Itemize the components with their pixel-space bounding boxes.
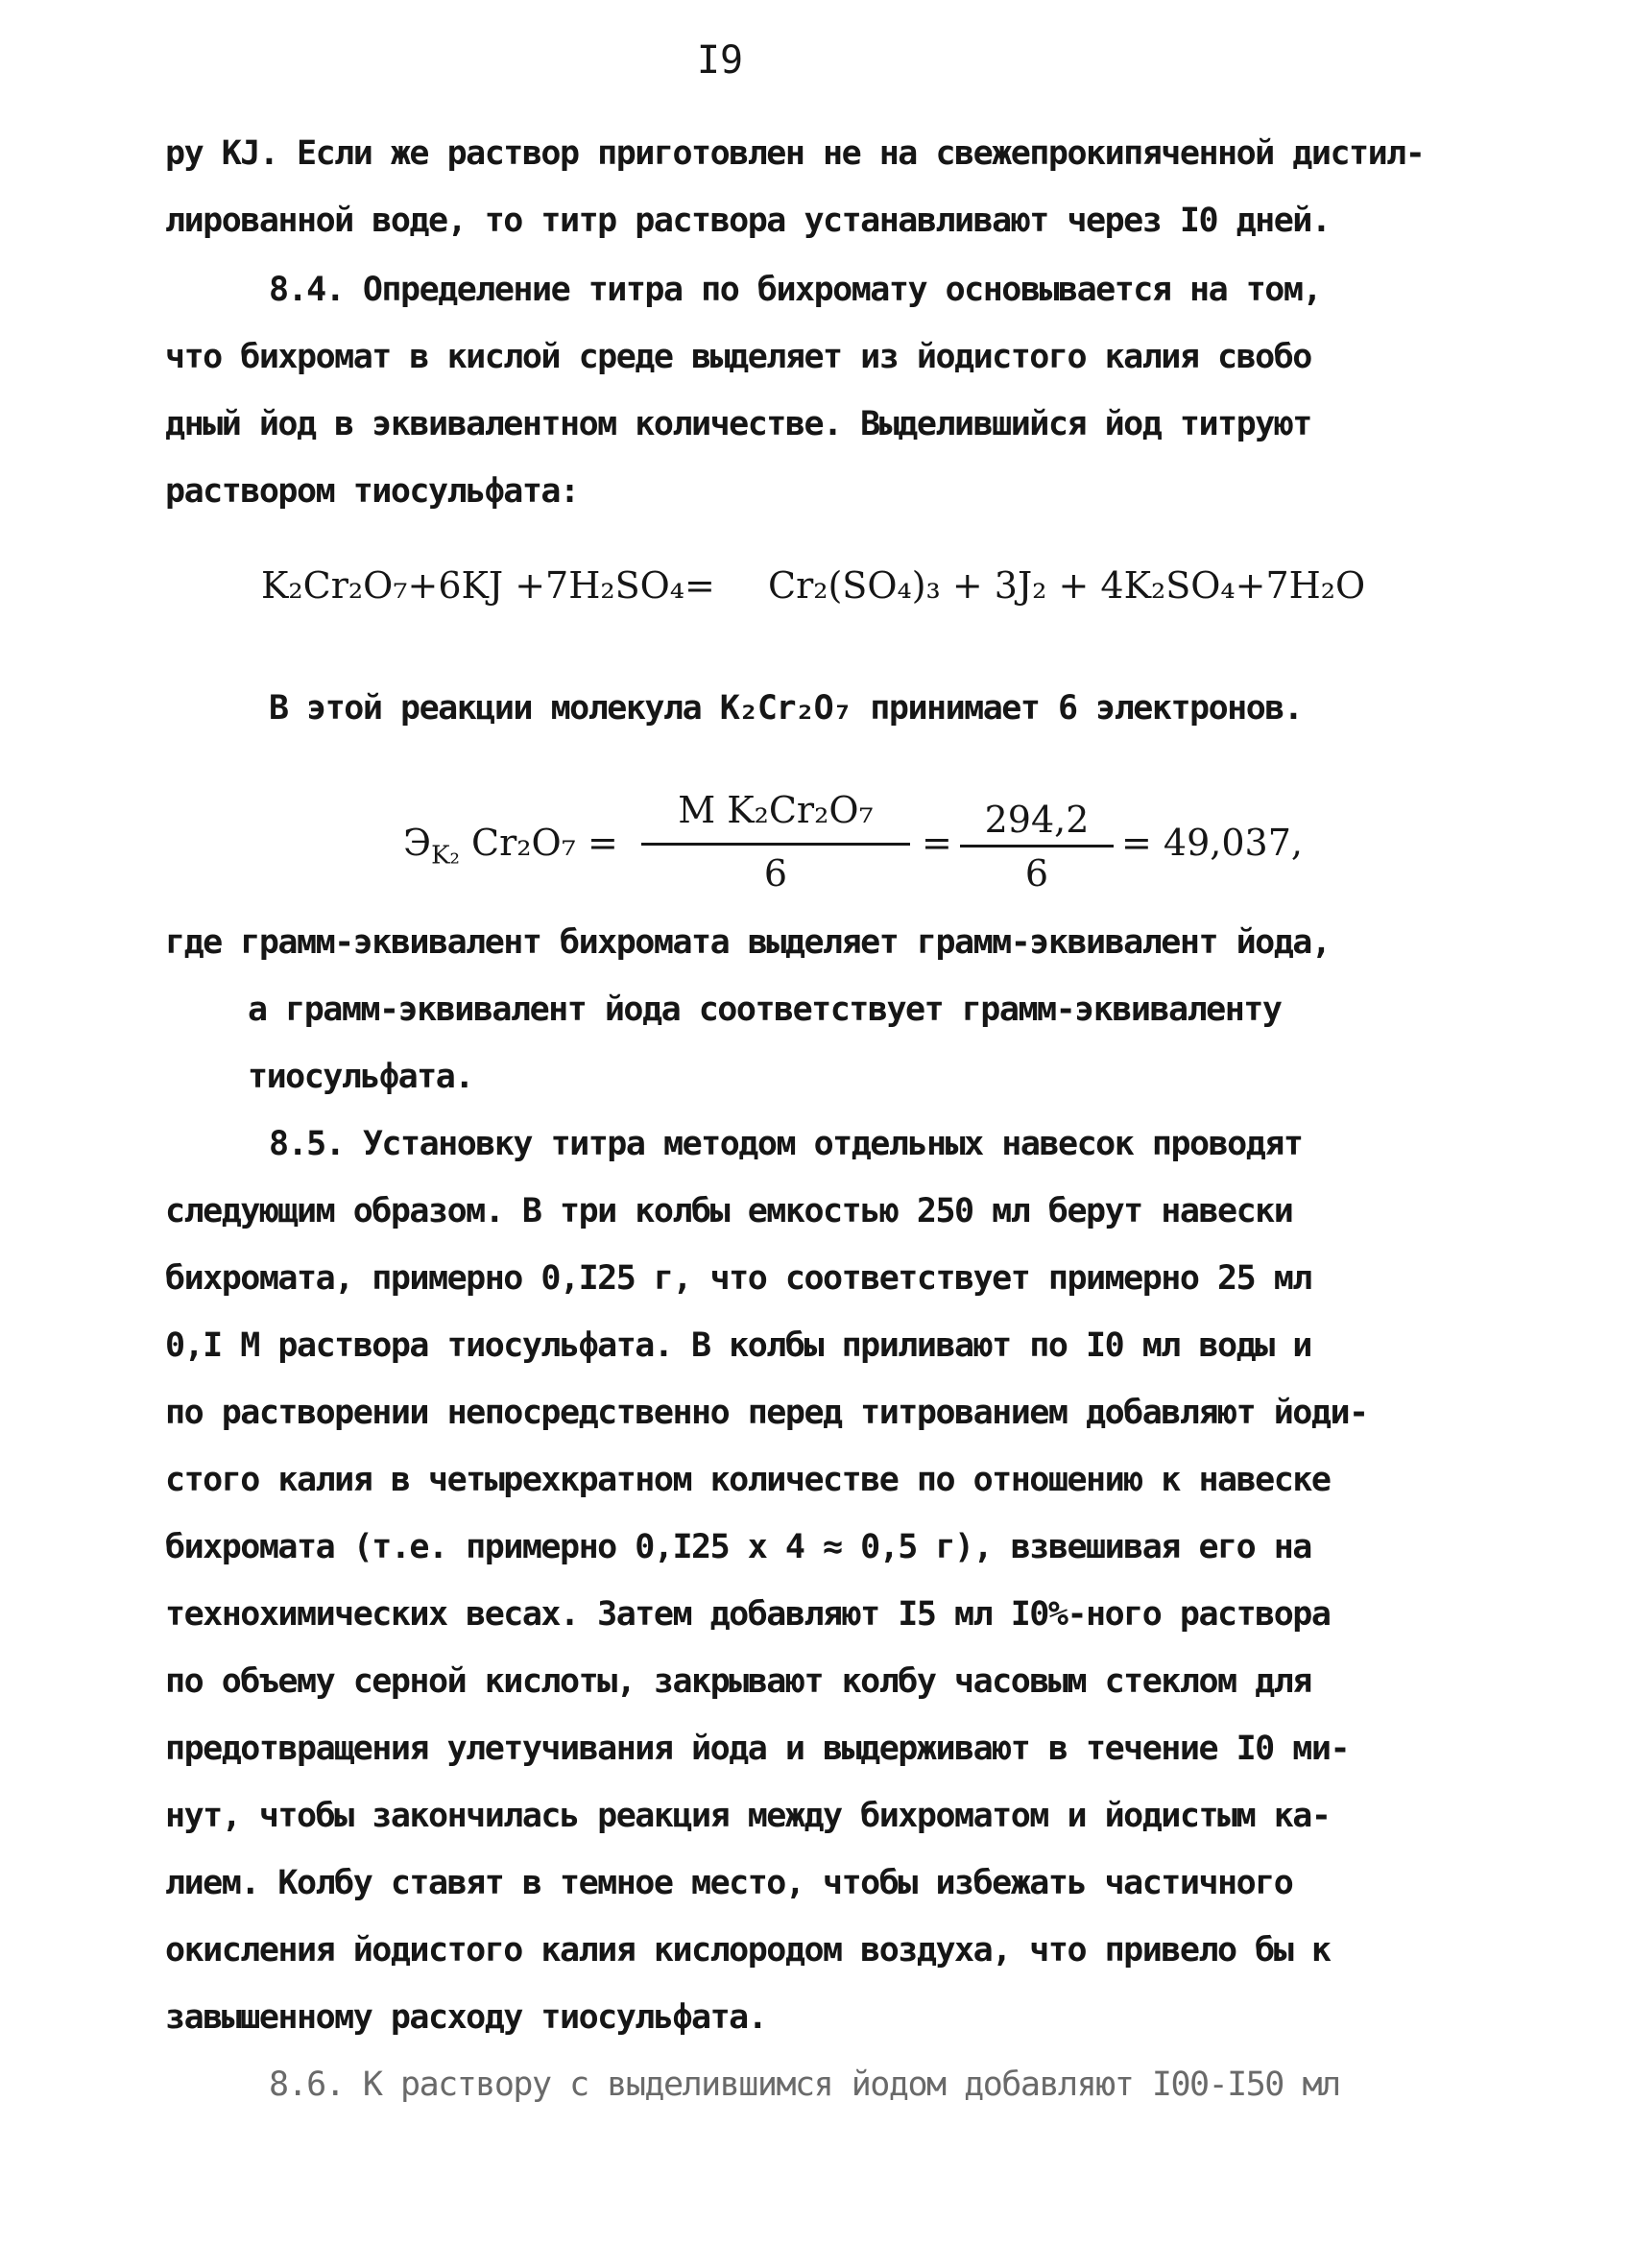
text-line: ру KJ. Если же раствор приготовлен не на свежепрокипяченной дистил- [165, 134, 1425, 173]
section-8-5-line: стого калия в четырехкратном количестве по отношению к навеске [165, 1461, 1331, 1499]
fraction-2-bar [960, 845, 1114, 848]
section-8-5-line: 8.5. Установку титра методом отдельных навесок проводят [269, 1125, 1303, 1163]
equivalent-lhs [403, 822, 618, 871]
equivalent-subscript: K₂ [431, 841, 460, 871]
text-line: лированной воде, то титр раствора устанавливают через I0 дней. [165, 202, 1331, 240]
where-line: а грамм-эквивалент йода соответствует грамм-эквиваленту [248, 991, 1282, 1029]
section-8-5-line: завышенному расходу тиосульфата. [165, 1998, 767, 2037]
section-8-4-line: дный йод в эквивалентном количестве. Выделившийся йод титруют [165, 405, 1311, 443]
section-8-5-line: по объему серной кислоты, закрывают колбу часовым стеклом для [165, 1662, 1311, 1701]
section-8-4-line: что бихромат в кислой среде выделяет из йодистого калия свобо [165, 338, 1311, 376]
equals-sign: = [922, 822, 952, 864]
section-8-5-line: технохимических весах. Затем добавляют I5 мл I0%-ного раствора [165, 1595, 1331, 1634]
section-8-5-line: лием. Колбу ставят в темное место, чтобы избежать частичного [165, 1864, 1293, 1902]
equivalent-symbol: Э [403, 822, 432, 864]
where-line: где грамм-эквивалент бихромата выделяет грамм-эквивалент йода, [165, 923, 1331, 962]
fraction-2-numerator: 294,2 [984, 799, 1090, 841]
fraction-1-denominator: 6 [763, 852, 788, 895]
where-line: тиосульфата. [248, 1058, 473, 1096]
fraction-1-numerator: M K₂Cr₂O₇ [678, 789, 874, 831]
section-8-5-line: предотвращения улетучивания йода и выдерживают в течение I0 ми- [165, 1730, 1350, 1768]
section-8-6-line: 8.6. К раствору с выделившимся йодом добавляют I00-I50 мл [269, 2065, 1340, 2104]
reaction-rhs: Cr₂(SO₄)₃ + 3J₂ + 4K₂SO₄+7H₂O [768, 564, 1366, 607]
section-8-5-line: следующим образом. В три колбы емкостью 250 мл берут навески [165, 1192, 1293, 1230]
section-8-5-line: окисления йодистого калия кислородом воздуха, что привело бы к [165, 1931, 1331, 1970]
section-8-5-line: по растворении непосредственно перед титрованием добавляют йоди- [165, 1394, 1368, 1432]
equivalent-result: = 49,037, [1121, 822, 1303, 864]
section-8-4-line: раствором тиосульфата: [165, 472, 579, 511]
fraction-1-bar [641, 843, 910, 846]
section-8-5-line: 0,I M раствора тиосульфата. В колбы приливают по I0 мл воды и [165, 1326, 1311, 1365]
section-8-4-line: 8.4. Определение титра по бихромату основывается на том, [269, 271, 1322, 309]
electron-line: В этой реакции молекула K₂Cr₂O₇ принимает 6 электронов. [269, 689, 1303, 728]
page-number: I9 [696, 38, 744, 83]
section-8-5-line: нут, чтобы закончилась реакция между бихроматом и йодистым ка- [165, 1797, 1331, 1835]
equivalent-rest: Cr₂O₇ = [471, 822, 618, 864]
section-8-5-line: бихромата (т.е. примерно 0,I25 x 4 ≈ 0,5 г), взвешивая его на [165, 1528, 1311, 1566]
section-8-5-line: бихромата, примерно 0,I25 г, что соответствует примерно 25 мл [165, 1259, 1311, 1298]
fraction-2-denominator: 6 [1024, 852, 1049, 895]
reaction-lhs: K₂Cr₂O₇+6KJ +7H₂SO₄= [261, 564, 715, 607]
